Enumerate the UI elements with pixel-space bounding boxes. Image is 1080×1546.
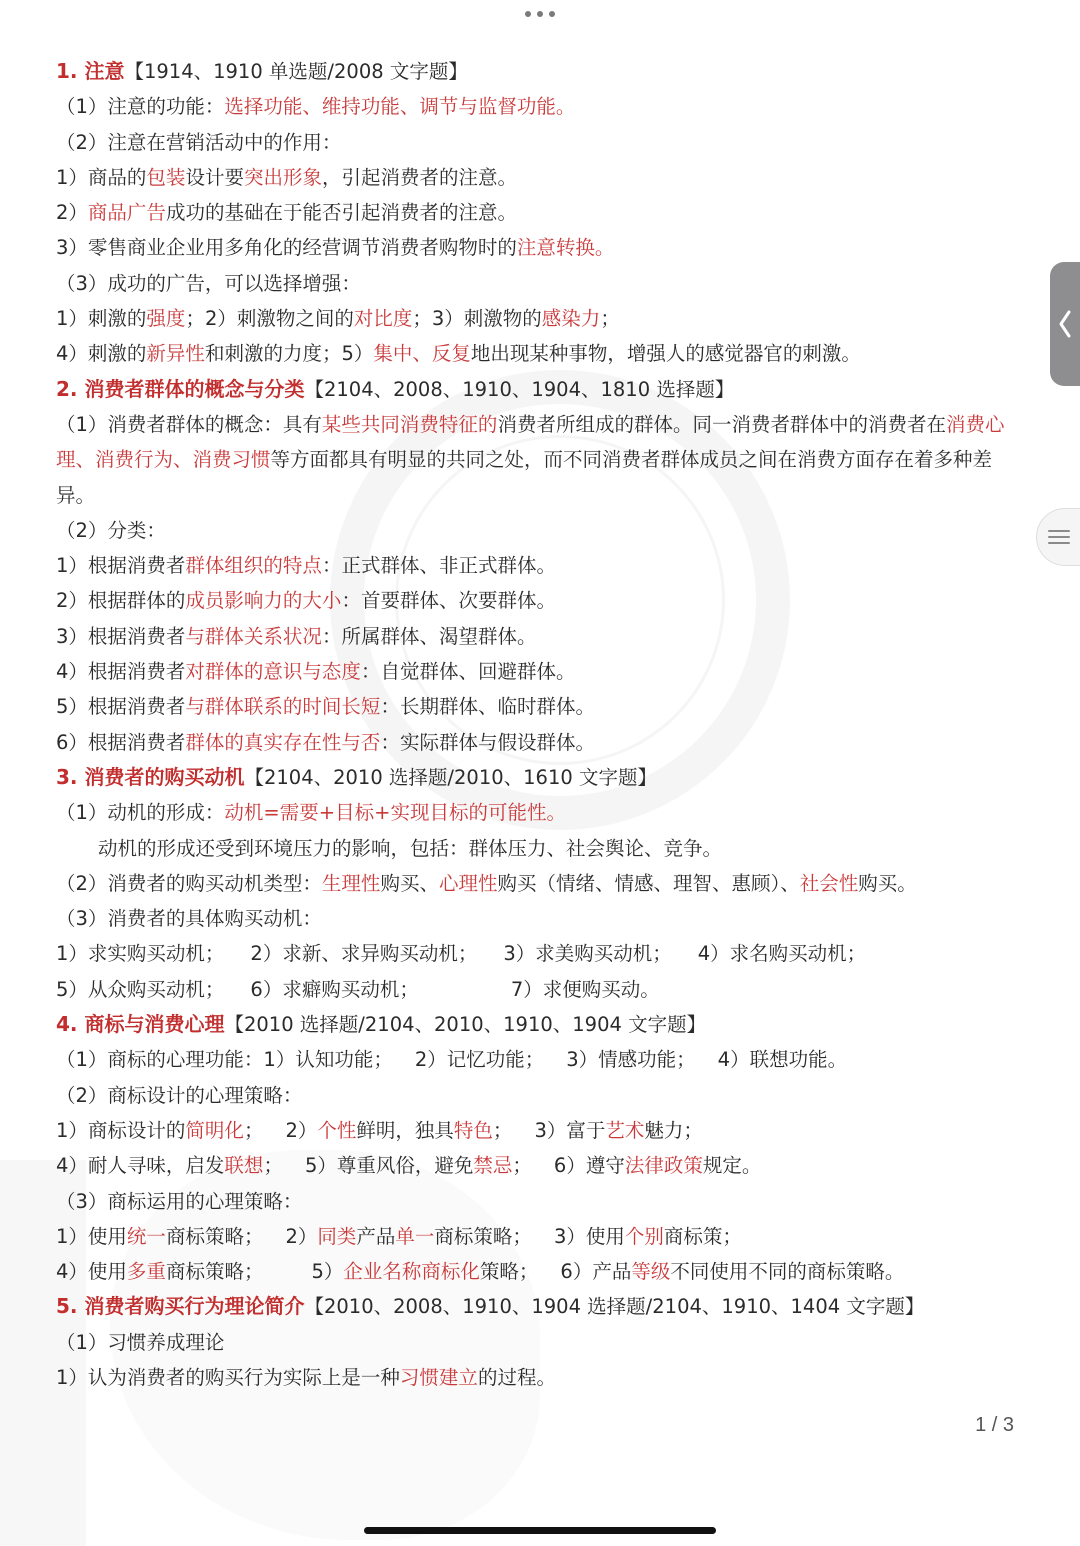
text-run: 1）商标设计的 [56,1118,186,1142]
section-heading [56,54,1018,89]
highlight-text: 群体的真实存在性与否 [185,730,381,754]
highlight-text: 简明化 [185,1118,244,1142]
section-title: 4. 商标与消费心理 [56,1012,225,1037]
text-run: ； [263,1154,283,1178]
text-line: （3）成功的广告，可以选择增强： [56,271,361,295]
highlight-text: 选择功能、维持功能、调节与监督功能。 [224,95,576,119]
text-run: 3）根据消费者 [56,624,186,648]
side-panel-handle[interactable] [1050,262,1080,386]
text-run: 3）求美购买动机； [503,942,672,966]
text-run: ：所属群体、渴望群体。 [321,624,537,648]
text-run: 购买。 [858,871,917,895]
highlight-text: 生理性 [321,871,381,895]
text-run: 鲜明，独具 [356,1118,454,1142]
text-run: 2）根据群体的 [56,589,186,613]
paragraph [56,407,1018,513]
text-run: 4）刺激的 [56,342,147,366]
highlight-text: 心理性 [438,871,498,895]
text-run: 7）求便购买动。 [510,977,660,1001]
text-run: 1）认为消费者的购买行为实际上是一种 [56,1365,400,1389]
text-line [56,689,1018,724]
text-run: 6）产品 [560,1260,632,1284]
highlight-text: 感染力 [541,307,601,331]
text-run: 6）根据消费者 [56,730,186,754]
text-run: 2） [285,1118,318,1142]
text-line: （3）消费者的具体购买动机： [56,907,322,931]
highlight-text: 企业名称商标化 [343,1260,480,1284]
text-run: 设计要 [185,165,244,189]
text-run: （1）消费者群体的概念：具有 [56,412,322,436]
text-line [56,1042,1018,1077]
highlight-text: 法律政策 [624,1154,703,1178]
text-run: 4）联想功能。 [717,1048,848,1072]
text-run: 购买、 [380,871,439,895]
section-heading [56,760,1018,795]
text-run: ：实际群体与假设群体。 [380,730,595,754]
section-title: 1. 注意 [56,59,125,83]
text-run: 和刺激的力度；5） [204,342,374,366]
highlight-text: 禁忌 [473,1154,513,1178]
section-heading [56,372,1018,407]
text-line [56,654,1018,689]
highlight-text: 单一 [395,1224,435,1248]
text-run: ； [512,1154,532,1178]
text-run: （1）商标的心理功能：1）认知功能； [56,1048,393,1072]
text-run: （1）动机的形成： [56,801,225,825]
highlight-text: 习惯建立 [399,1365,478,1389]
text-run: 1）根据消费者 [56,554,186,578]
text-run: 4）求名购买动机； [697,942,867,966]
text-run: 1）商品的 [56,165,147,189]
text-line [56,230,1018,265]
text-run: 商标策； [663,1224,742,1248]
text-run: 不同使用不同的商标策略。 [670,1260,905,1284]
section-heading [56,1007,1018,1042]
section-tag: 【1914、1910 单选题/2008 文字题】 [124,60,468,83]
text-run: ； [243,1118,264,1142]
highlight-text: 动机=需要+目标+实现目标的可能性。 [224,801,566,825]
text-line [56,795,1018,830]
section-title: 2. 消费者群体的概念与分类 [56,376,305,401]
text-run: 1）求实购买动机； [56,942,225,966]
highlight-text: 个别 [624,1224,664,1248]
text-run: 3）零售商业企业用多角化的经营调节消费者购物时的 [56,236,517,260]
text-line [56,336,1018,371]
text-line [56,548,1018,583]
chevron-left-icon [1058,309,1072,339]
text-run: 购买（情绪、情感、理智、惠顾）、 [497,871,800,895]
text-run: 2）记忆功能； [414,1048,545,1072]
text-line [56,89,1018,124]
text-run: 地出现某种事物，增强人的感觉器官的刺激。 [470,342,861,366]
text-line: （1）习惯养成理论 [56,1330,225,1354]
text-line: （2）分类： [56,518,166,542]
document-content [56,54,1018,1395]
text-run: 6）遵守 [553,1154,625,1178]
text-run: （2）消费者的购买动机类型： [56,871,322,895]
text-run: 成功的基础在于能否引起消费者的注意。 [165,201,517,225]
highlight-text: 消费心理、消费行为、消费习惯 [56,412,1005,472]
text-line [56,583,1018,618]
text-line [56,936,1018,971]
highlight-text: 群体组织的特点 [185,554,322,578]
text-run: ，引起消费者的注意。 [321,165,517,189]
highlight-text: 强度 [146,307,186,331]
highlight-text: 同类 [317,1224,357,1248]
text-run: 商标策略； [165,1224,264,1248]
highlight-text: 统一 [126,1224,166,1248]
text-run: 5）根据消费者 [56,695,186,719]
menu-button[interactable] [1036,508,1080,566]
text-line [56,1254,1018,1289]
text-line [56,1219,1018,1254]
text-run: ； [492,1118,513,1142]
highlight-text: 等级 [631,1260,671,1284]
text-run: 等方面都具有明显的共同之处，而不同消费者群体成员之间在消费方面存在着多种差异。 [56,448,993,507]
dot [525,11,531,17]
highlight-text: 集中、反复 [373,342,471,366]
section-tag: 【2104、2008、1910、1904、1810 选择题】 [304,377,735,401]
text-run: （1）注意的功能： [56,95,225,119]
highlight-text: 对比度 [353,307,413,331]
text-run: 4）根据消费者 [56,660,186,684]
section-heading [56,1289,1018,1324]
section-tag: 【2104、2010 选择题/2010、1610 文字题】 [244,765,657,789]
text-line [56,1148,1018,1183]
highlight-text: 成员影响力的大小 [185,589,342,613]
page-indicator: 1 / 3 [975,1414,1014,1436]
text-line: （2）商标设计的心理策略： [56,1083,303,1107]
text-run: 商标策略； [165,1260,264,1284]
text-line [56,1360,1018,1395]
text-line [56,195,1018,230]
text-run: ：正式群体、非正式群体。 [321,554,556,578]
highlight-text: 社会性 [799,871,859,895]
section-tag: 【2010 选择题/2104、2010、1910、1904 文字题】 [224,1013,707,1037]
text-run: 3）使用 [553,1224,625,1248]
highlight-text: 新异性 [146,342,205,366]
highlight-text: 突出形象 [243,165,322,189]
text-line [56,1113,1018,1148]
text-run: 1）使用 [56,1224,127,1248]
text-line [56,866,1018,901]
text-run: ：自觉群体、回避群体。 [360,660,576,684]
text-run: 4）耐人寻味，启发 [56,1154,225,1178]
text-run: 2） [56,201,88,225]
text-run: 消费者所组成的群体。同一消费者群体中的消费者在 [497,412,946,436]
text-run: 的过程。 [477,1365,556,1389]
text-run: 5）尊重风俗，避免 [304,1154,474,1178]
text-line: （3）商标运用的心理策略： [56,1189,303,1213]
highlight-text: 艺术 [605,1118,645,1142]
highlight-text: 包装 [146,165,186,189]
section-title: 3. 消费者的购买动机 [56,764,245,789]
highlight-text: 多重 [126,1260,166,1284]
text-line [56,160,1018,195]
text-run: 1）刺激的 [56,307,147,331]
hamburger-menu-icon [1047,528,1071,546]
text-run: ：首要群体、次要群体。 [341,589,556,613]
text-run: ；3）刺激物的 [412,307,542,331]
text-run: 产品 [356,1224,396,1248]
text-line: （2）注意在营销活动中的作用： [56,130,342,154]
more-horizontal-icon[interactable] [525,8,555,20]
text-run: 6）求癖购买动机； [250,977,419,1001]
highlight-text: 与群体关系状况 [185,624,322,648]
highlight-text: 对群体的意识与态度 [185,660,361,684]
text-run: ：长期群体、临时群体。 [380,695,595,719]
text-run: 魅力； [644,1118,703,1142]
text-line [56,972,1018,1007]
highlight-text: 注意转换。 [516,236,615,260]
text-run: 商标策略； [434,1224,532,1248]
text-line [56,301,1018,336]
text-line: 动机的形成还受到环境压力的影响，包括：群体压力、社会舆论、竞争。 [98,836,723,860]
text-run: 4）使用 [56,1260,127,1284]
text-line [56,619,1018,654]
text-run: 3）富于 [534,1118,606,1142]
text-run: 策略； [479,1260,539,1284]
home-indicator[interactable] [364,1527,716,1534]
text-line [56,725,1018,760]
dot [549,11,555,17]
text-run: 2）求新、求异购买动机； [250,942,478,966]
text-run: 2） [285,1224,318,1248]
text-run: 5） [311,1260,344,1284]
dot [537,11,543,17]
highlight-text: 商品广告 [87,201,166,225]
text-run: ； [600,307,620,331]
highlight-text: 某些共同消费特征的 [321,412,498,436]
text-run: 3）情感功能； [566,1048,696,1072]
highlight-text: 联想 [224,1154,264,1178]
text-run: 规定。 [702,1154,762,1178]
section-title: 5. 消费者购买行为理论简介 [56,1294,305,1319]
text-run: ；2）刺激物之间的 [185,307,354,331]
highlight-text: 个性 [317,1118,357,1142]
section-tag: 【2010、2008、1910、1904 选择题/2104、1910、1404 文字题】 [304,1295,925,1319]
highlight-text: 与群体联系的时间长短 [185,695,381,719]
text-run: 5）从众购买动机； [56,977,225,1001]
highlight-text: 特色 [453,1118,493,1142]
